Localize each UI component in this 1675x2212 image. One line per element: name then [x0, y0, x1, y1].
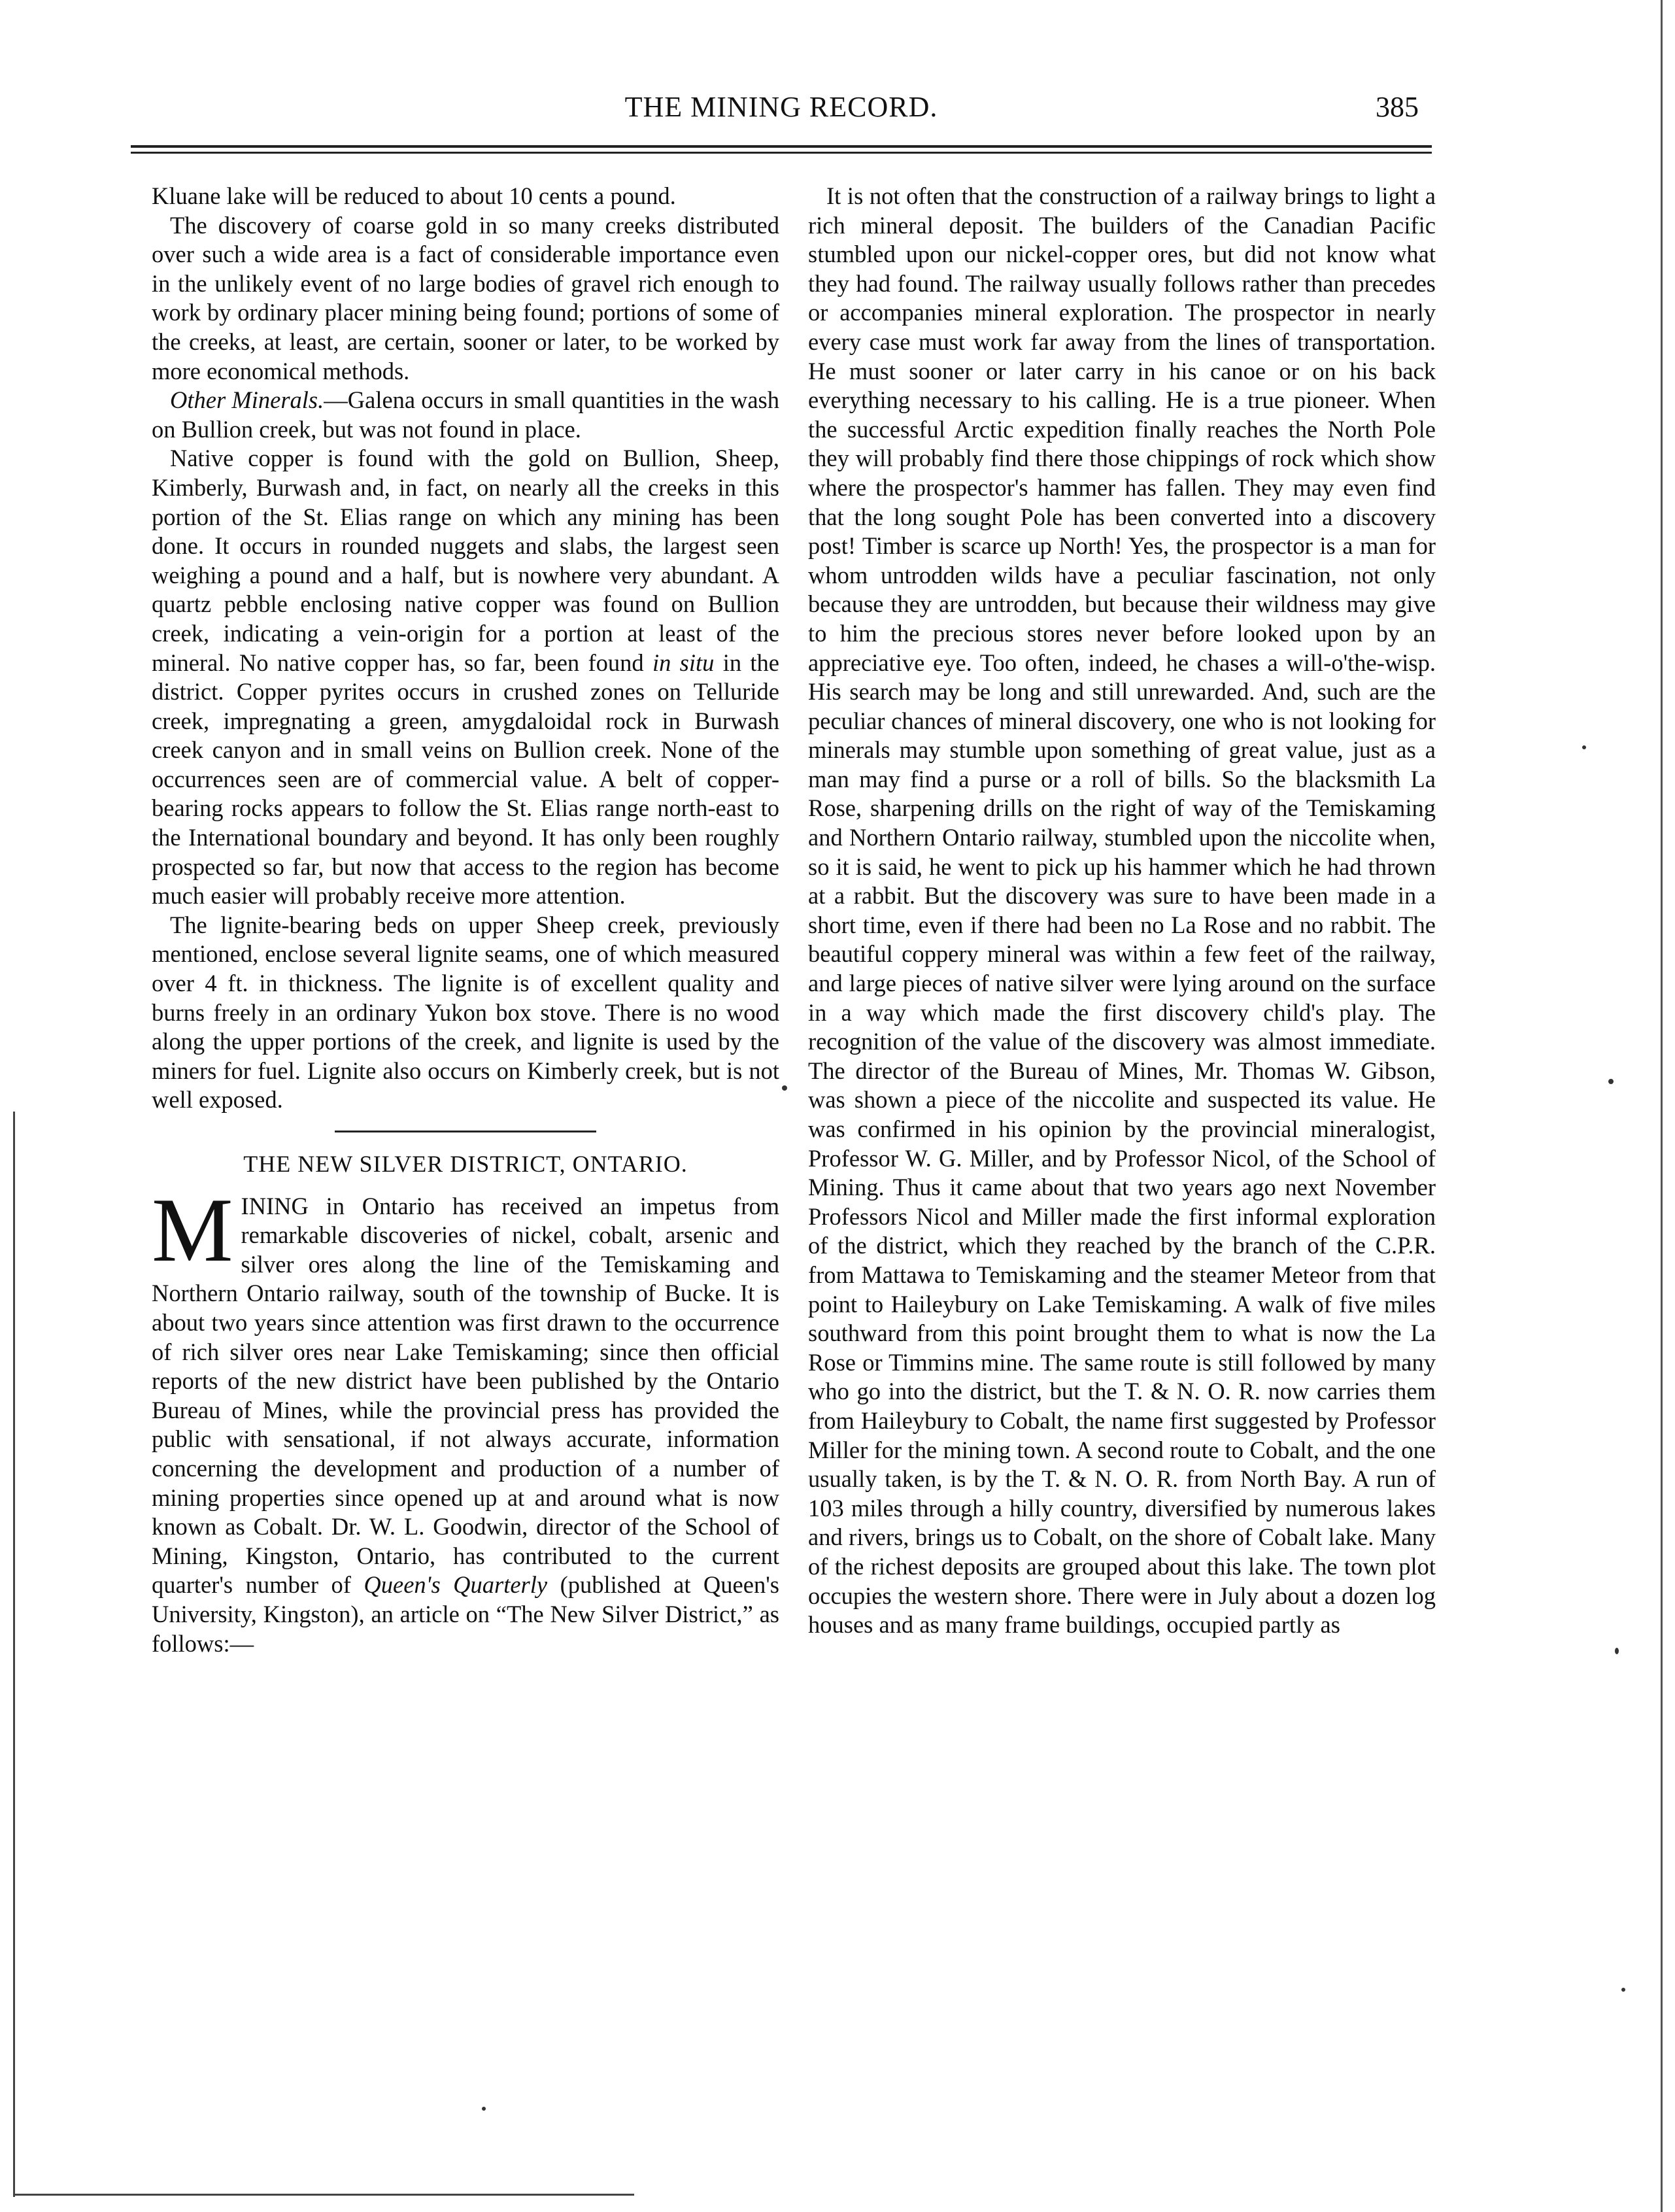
page-number: 385: [1376, 91, 1419, 123]
print-speck: [1608, 1079, 1614, 1084]
header-rule-top: [131, 145, 1432, 148]
run-in-heading: Other Minerals.: [170, 386, 324, 414]
paragraph: Kluane lake will be reduced to about 10 cents a pound.: [152, 182, 676, 209]
section-heading: THE NEW SILVER DISTRICT, ONTARIO.: [243, 1151, 688, 1177]
bottom-edge-line: [13, 2194, 634, 2196]
section-divider: [335, 1131, 596, 1132]
paragraph-text: (published at Queen's University, Kingston), an article on “The New Silver District,” as follows:—: [152, 1571, 779, 1657]
paragraph-text: —Galena occurs in small quantities in the wash on Bullion creek, but was not found in place.: [152, 386, 780, 443]
paragraph: The lignite-bearing beds on upper Sheep creek, previously mentioned, enclose several lignite seams, one of which measured over 4 ft. in thickness. The lignite is of excellent quality and burns freely in an ordinary Yukon box stove. There is no wood along the upper portions of the creek, and lignite is used by the miners for fuel. Lignite also occurs on Kimberly creek, but is not well exposed.: [152, 911, 779, 1114]
page-header: [131, 90, 1432, 143]
left-edge-line: [13, 1112, 15, 2197]
print-speck: [1621, 1988, 1625, 1992]
print-speck: [1582, 745, 1586, 749]
print-speck: [482, 2107, 486, 2111]
paragraph-text: INING in Ontario has received an impetus from remarkable discoveries of nickel, cobalt, arsenic and silver ores along the line of the Temiskaming and Northern Ontario railway, south of the township of Bucke. It is about two years since attention was first drawn to the occurrence of rich silver ores near Lake Temiskaming; since then official reports of the new district have been published by the Ontario Bureau of Mines, while the provincial press has provided the public with sensational, if not always accurate, information concerning the development and production of a number of mining properties since opened up at and around what is now known as Cobalt. Dr. W. L. Goodwin, director of the School of Mining, Kingston, Ontario, has contributed to the current quarter's number of: [152, 1192, 779, 1599]
header-rule-bottom: [131, 152, 1432, 154]
drop-cap: M: [152, 1179, 233, 1281]
print-speck: [1615, 1648, 1619, 1654]
paragraph: The discovery of coarse gold in so many creeks distributed over such a wide area is a fact of considerable importance even in the unlikely event of no large bodies of gravel rich enough to work by ordinary placer mining being found; portions of some of the creeks, at least, are certain, sooner or later, to be worked by more economical methods.: [152, 211, 779, 384]
italic-term: in situ: [652, 649, 715, 676]
paragraph-text: in the district. Copper pyrites occurs in crushed zones on Telluride creek, impregnating a green, amygdaloidal rock in Burwash creek canyon and in small veins on Bullion creek. None of the occurrences seen are of commercial value. A belt of copper-bearing rocks appears to follow the St. Elias range north-east to the International boundary and beyond. It has only been roughly prospected so far, but now that access to the region has become much easier will probably receive more attention.: [152, 649, 779, 910]
left-column: [152, 182, 779, 2143]
journal-title: Queen's Quarterly: [364, 1571, 548, 1599]
paragraph-text: Native copper is found with the gold on Bullion, Sheep, Kimberly, Burwash and, in fact, on nearly all the creeks in this portion of the St. Elias range on which any mining has been done. It occurs in rounded nuggets and slabs, the largest seen weighing a pound and a half, but is nowhere very abundant. A quartz pebble enclosing native copper was found on Bullion creek, indicating a vein-origin for a portion at least of the mineral. No native copper has, so far, been found: [152, 445, 779, 676]
paragraph: It is not often that the construction of a railway brings to light a rich mineral deposit. The builders of the Canadian Pacific stumbled upon our nickel-copper ores, but did not know what they had found. The railway usually follows rather than precedes or accompanies mineral exploration. The prospector in nearly every case must work far away from the lines of transportation. He must sooner or later carry in his canoe or on his back everything necessary to his calling. He is a true pioneer. When the successful Arctic expedition finally reaches the North Pole they will probably find there those chippings of rock which show where the prospector's hammer has fallen. They may even find that the long sought Pole has been converted into a discovery post! Timber is scarce up North! Yes, the prospector is a man for whom untrodden wilds have a peculiar fascination, not only because they are untrodden, but because their wildness may give to him the precious stores never before looked upon by an appreciative eye. Too often, indeed, he chases a will-o'the-wisp. His search may be long and still unrewarded. And, such are the peculiar chances of mineral discovery, one who is not looking for minerals may stumble upon something of great value, just as a man may find a purse or a roll of bills. So the blacksmith La Rose, sharpening drills on the right of way of the Temiskaming and Northern Ontario railway, stumbled upon the niccolite when, so it is said, he went to pick up his hammer which he had thrown at a rabbit. But the discovery was sure to have been made in a short time, even if there had been no La Rose and no rabbit. The beautiful coppery mineral was within a few feet of the railway, and large pieces of native silver were lying around on the surface in a way which made the first discovery child's play. The recognition of the value of the discovery was almost immediate. The director of the Bureau of Mines, Mr. Thomas W. Gibson, was shown a piece of the niccolite and suspected its value. He was confirmed in his opinion by the provincial mineralogist, Professor W. G. Miller, and by Professor Nicol, of the School of Mining. Thus it came about that two years ago next November Professors Nicol and Miller made the first informal exploration of the district, which they reached by the branch of the C.P.R. from Mattawa to Temiskaming and the steamer Meteor from that point to Haileybury on Lake Temiskaming. A walk of five miles southward from this point brought them to what is now the La Rose or Timmins mine. The same route is still followed by many who go into the district, but the T. & N. O. R. now carries them from Haileybury to Cobalt, the name first suggested by Professor Miller for the mining town. A second route to Cobalt, and the one usually taken, is by the T. & N. O. R. from North Bay. A run of 103 miles through a hilly country, diversified by numerous lakes and rivers, brings us to Cobalt, on the shore of Cobalt lake. Many of the richest deposits are grouped about this lake. The town plot occupies the western shore. There were in July about a dozen log houses and as many frame buildings, occupied partly as: [808, 182, 1436, 1639]
right-column: [808, 182, 1436, 2143]
article-lead-paragraph: [152, 1179, 779, 1659]
running-title: THE MINING RECORD.: [624, 91, 938, 123]
paragraph-other-minerals: [152, 386, 779, 444]
print-speck: [782, 1085, 787, 1091]
paragraph-native-copper: [152, 444, 779, 911]
right-edge-line: [1661, 0, 1663, 2212]
